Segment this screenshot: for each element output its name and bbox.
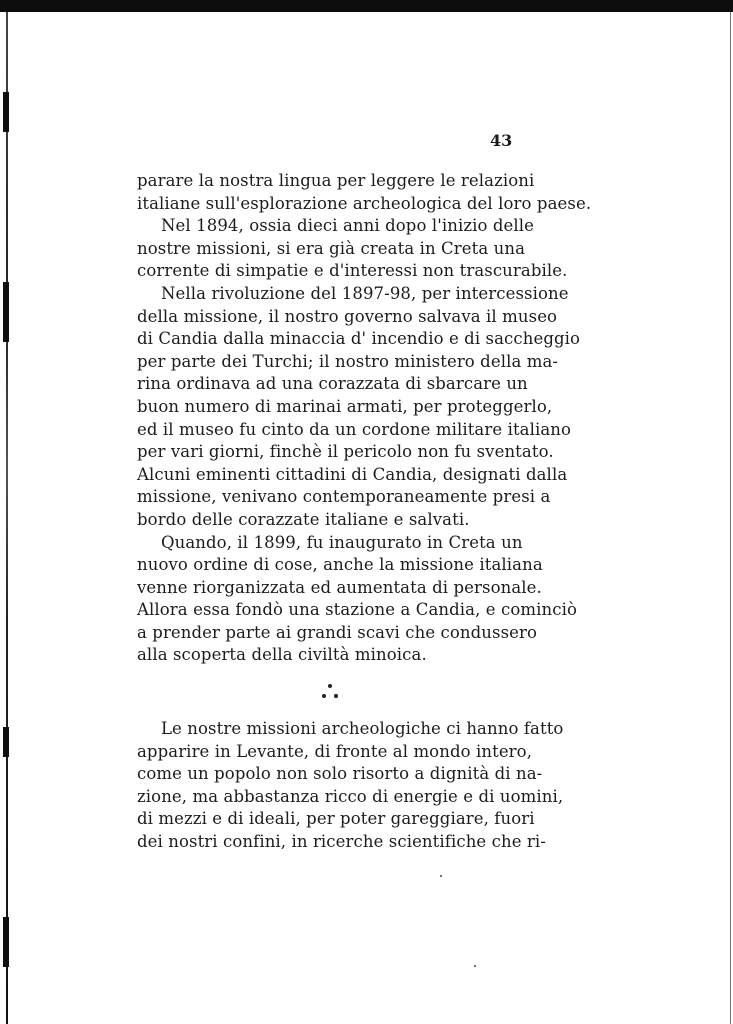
text-line: alla scoperta della civiltà minoica. [137,645,427,665]
text-line: Le nostre missioni archeologiche ci hanno fatto [161,719,564,738]
text-line: missione, venivano contemporaneamente presi a [137,487,551,507]
text-line: Nel 1894, ossia dieci anni dopo l'inizio delle [161,216,535,236]
text-line: per parte dei Turchi; il nostro ministero della ma- [137,351,559,371]
text-line: a prender parte ai grandi scavi che condussero [137,622,538,642]
text-line: Quando, il 1899, fu inaugurato in Creta un [161,532,523,552]
text-line: nostre missioni, si era già creata in Creta una [137,238,526,258]
scan-left-edge [0,12,12,1024]
text-line: rina ordinava ad una corazzata di sbarcare un [137,374,528,394]
text-line: italiane sull'esplorazione archeologica del loro paese. [137,193,592,213]
text-line: dei nostri confini, in ricerche scientifiche che ri- [137,831,546,851]
page-number: 43 [490,131,513,150]
text-line: buon numero di marinai armati, per proteggerlo, [137,396,553,416]
text-line: parare la nostra lingua per leggere le relazioni [137,171,535,190]
text-line: ed il museo fu cinto da un cordone militare italiano [137,419,572,439]
scan-speck [474,965,476,967]
scan-speck [440,875,442,877]
text-line: Nella rivoluzione del 1897-98, per intercessione [161,283,569,303]
text-line: come un popolo non solo risorto a dignità di na- [137,764,543,784]
text-line: Allora essa fondò una stazione a Candia, e cominciò [137,600,577,620]
text-line: nuovo ordine di cose, anche la missione italiana [137,555,543,575]
text-line: per vari giorni, finchè il pericolo non fu sventato. [137,442,554,462]
text-line: apparire in Levante, di fronte al mondo intero, [137,741,533,761]
text-line: bordo delle corazzate italiane e salvati. [137,509,470,529]
text-line: corrente di simpatie e d'interessi non trascurabile. [137,261,568,281]
text-line: venne riorganizzata ed aumentata di personale. [137,577,542,597]
text-block-main [137,170,592,667]
text-line: zione, ma abbastanza ricco di energie e di uomini, [137,786,564,806]
asterism-ornament [300,680,360,704]
text-line: di mezzi e di ideali, per poter gareggiare, fuori [137,809,535,829]
scan-right-edge [727,12,733,1024]
text-line: Alcuni eminenti cittadini di Candia, designati dalla [137,464,568,484]
text-line: di Candia dalla minaccia d' incendio e di saccheggio [137,329,581,349]
scan-top-border [0,0,733,12]
text-line: della missione, il nostro governo salvava il museo [137,306,558,326]
text-block-section [137,718,564,854]
